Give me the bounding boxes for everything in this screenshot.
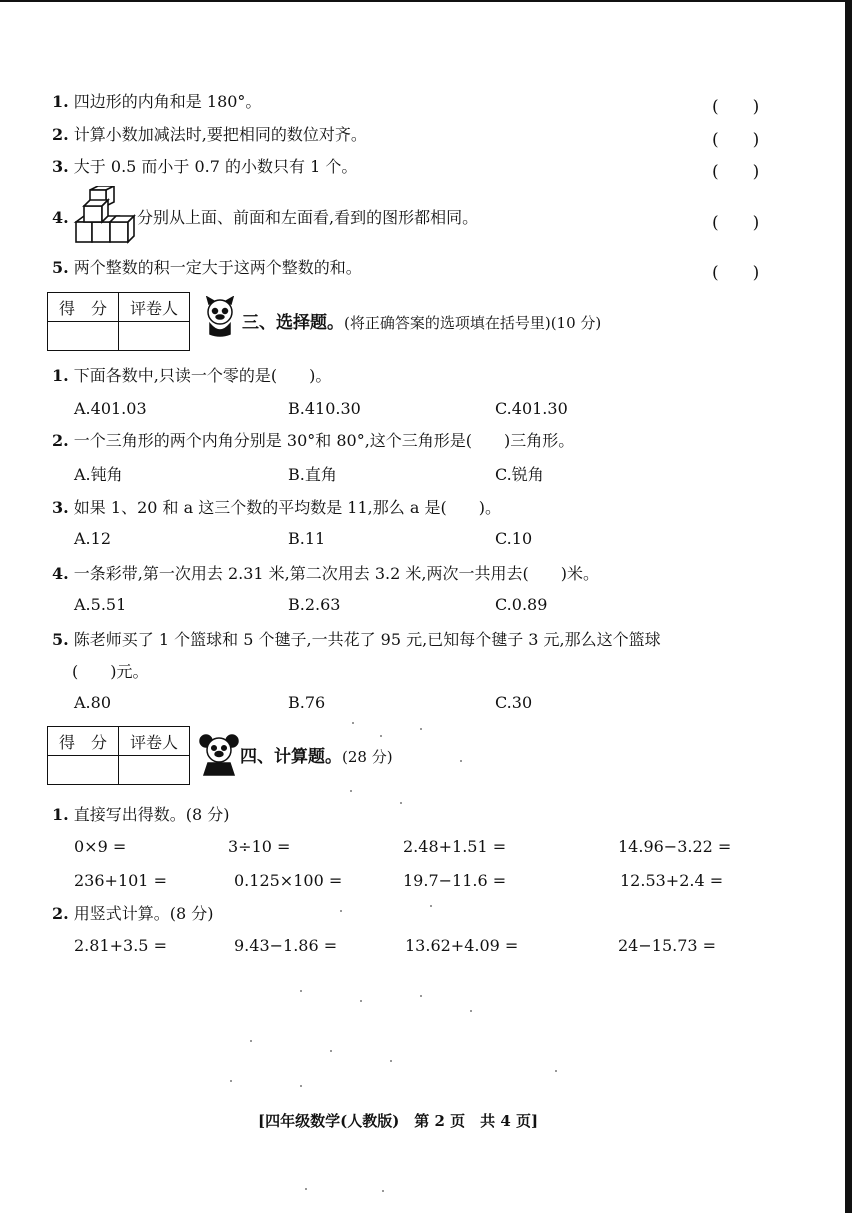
calc-item[interactable]: 3÷10 =	[228, 837, 291, 856]
calc-item[interactable]: 9.43−1.86 =	[234, 936, 338, 955]
calc-item[interactable]: 236+101 =	[74, 871, 167, 890]
tf-item: 5. 两个整数的积一定大于这两个整数的和。	[52, 258, 362, 277]
grader-cell[interactable]	[119, 322, 190, 351]
option-c[interactable]: C.0.89	[495, 595, 548, 614]
grader-label: 评卷人	[119, 293, 190, 322]
answer-paren[interactable]: ( )	[712, 162, 760, 182]
answer-paren[interactable]: ( )	[712, 213, 760, 233]
calc-item[interactable]: 12.53+2.4 =	[620, 871, 724, 890]
grader-cell[interactable]	[119, 756, 190, 785]
calc-item[interactable]: 0.125×100 =	[234, 871, 343, 890]
calc-item[interactable]: 24−15.73 =	[618, 936, 717, 955]
option-a[interactable]: A.401.03	[74, 399, 147, 418]
bear-mascot-icon	[198, 733, 240, 777]
tf-item: 1. 四边形的内角和是 180°。	[52, 92, 262, 111]
option-c[interactable]: C.锐角	[495, 465, 544, 484]
section3-heading: 三、选择题。(将正确答案的选项填在括号里)(10 分)	[242, 313, 602, 333]
calc-item[interactable]: 2.48+1.51 =	[403, 837, 507, 856]
calc-item[interactable]: 2.81+3.5 =	[74, 936, 167, 955]
grader-label: 评卷人	[119, 727, 190, 756]
option-c[interactable]: C.10	[495, 529, 533, 548]
answer-paren[interactable]: ( )	[712, 97, 760, 117]
tf-item: 2. 计算小数加减法时,要把相同的数位对齐。	[52, 125, 367, 144]
option-a[interactable]: A.钝角	[74, 465, 123, 484]
tf-question-text: 四边形的内角和是 180°。	[73, 92, 262, 111]
calc-item[interactable]: 0×9 =	[74, 837, 127, 856]
choice-question: 1. 下面各数中,只读一个零的是( )。	[52, 366, 332, 385]
tf-question-text: 大于 0.5 而小于 0.7 的小数只有 1 个。	[73, 157, 358, 176]
option-c[interactable]: C.401.30	[495, 399, 568, 418]
calc-item[interactable]: 14.96−3.22 =	[618, 837, 732, 856]
answer-paren[interactable]: ( )	[712, 130, 760, 150]
tf-question-text: 计算小数加减法时,要把相同的数位对齐。	[73, 125, 367, 144]
option-a[interactable]: A.12	[74, 529, 111, 548]
section4-heading: 四、计算题。(28 分)	[240, 747, 393, 767]
score-table	[47, 726, 190, 785]
tf-question-text: 两个整数的积一定大于这两个整数的和。	[73, 258, 362, 277]
cube-stack-figure	[72, 186, 138, 248]
option-b[interactable]: B.410.30	[288, 399, 361, 418]
choice-question-cont: ( )元。	[72, 662, 149, 681]
choice-question: 2. 一个三角形的两个内角分别是 30°和 80°,这个三角形是( )三角形。	[52, 431, 575, 450]
option-b[interactable]: B.2.63	[288, 595, 341, 614]
tf-item: 4.	[52, 208, 69, 227]
page-footer: [四年级数学(人教版) 第 2 页 共 4 页]	[258, 1112, 539, 1130]
option-b[interactable]: B.直角	[288, 465, 337, 484]
option-a[interactable]: A.80	[74, 693, 111, 712]
score-label: 得 分	[48, 727, 119, 756]
score-label: 得 分	[48, 293, 119, 322]
tf-question-text: 分别从上面、前面和左面看,看到的图形都相同。	[137, 208, 479, 227]
answer-paren[interactable]: ( )	[712, 263, 760, 283]
option-b[interactable]: B.11	[288, 529, 326, 548]
cat-mascot-icon	[200, 296, 240, 338]
option-c[interactable]: C.30	[495, 693, 533, 712]
calc-part2-label: 2. 用竖式计算。(8 分)	[52, 904, 214, 923]
choice-question: 4. 一条彩带,第一次用去 2.31 米,第二次用去 3.2 米,两次一共用去( )米。	[52, 564, 599, 583]
option-b[interactable]: B.76	[288, 693, 326, 712]
option-a[interactable]: A.5.51	[74, 595, 127, 614]
score-cell[interactable]	[48, 756, 119, 785]
calc-item[interactable]: 19.7−11.6 =	[403, 871, 507, 890]
calc-item[interactable]: 13.62+4.09 =	[405, 936, 519, 955]
score-cell[interactable]	[48, 322, 119, 351]
choice-question: 5. 陈老师买了 1 个篮球和 5 个毽子,一共花了 95 元,已知每个毽子 3 元,那么这个篮球	[52, 630, 661, 649]
choice-question: 3. 如果 1、20 和 a 这三个数的平均数是 11,那么 a 是( )。	[52, 498, 501, 517]
tf-item: 3. 大于 0.5 而小于 0.7 的小数只有 1 个。	[52, 157, 358, 176]
score-table	[47, 292, 190, 351]
calc-part1-label: 1. 直接写出得数。(8 分)	[52, 805, 230, 824]
